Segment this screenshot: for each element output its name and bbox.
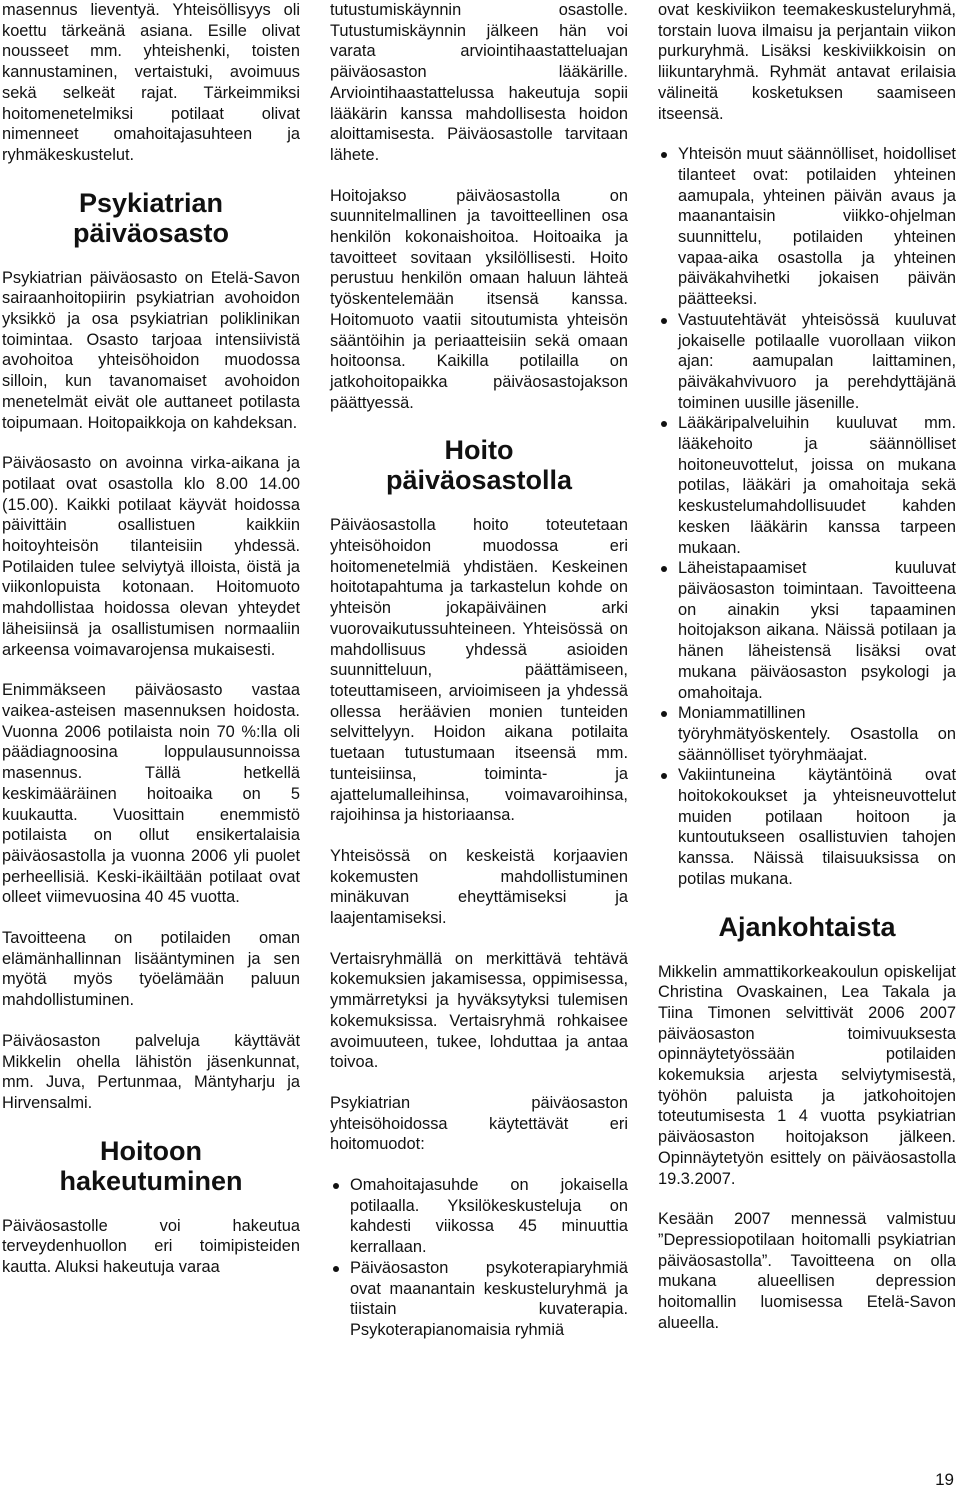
list-item: Vakiintuneina käytäntöinä ovat hoitokokoukset ja yhteisneuvottelut muiden potilaan hoitoon ja kuntoutukseen osallistuvien tahojen kanssa. Näissä tilaisuuksissa on potilas mukana.: [658, 765, 956, 889]
paragraph: Psykiatrian päiväosaston yhteisöhoidossa käytettävät eri hoitomuodot:: [330, 1093, 628, 1154]
list-item: Lääkäripalveluihin kuuluvat mm. lääkehoito ja säännölliset hoitoneuvottelut, joissa on mukana potilas, lääkäri ja omahoitaja sekä keskustelumahdollisuudet kahden kesken lääkärin kanssa tarpeen mukaan.: [658, 413, 956, 558]
paragraph: ovat keskiviikon teemakeskusteluryhmä, torstain luova ilmaisu ja perjantain viikon purkuryhmä. Lisäksi keskiviikkoisin on liikuntaryhmä. Ryhmät antavat erilaisia välineitä kosketuksen saamiseen itseensä.: [658, 1, 956, 123]
paragraph: Päiväosastolle voi hakeutua terveydenhuollon eri toimipisteiden kautta. Aluksi hakeutuja varaa: [2, 1216, 300, 1277]
paragraph: Päiväosastolla hoito toteutetaan yhteisöhoidon muodossa eri hoitomenetelmiä yhdistäen. Keskeinen hoitotapahtuma ja tarkastelun kohde on yhteisön jokapäiväinen arki vuorovaikutussuhteineen. Yhteisössä on mahdollisuus yhdessä asioiden suunnitteluun, päättämiseen, toteuttamiseen, arvioimiseen ja yhdessä ollessa heräävien monien tunteiden selvittelyyn. Hoidon aikana potilaita tuetaan tutustumaan itseensä mm. tunteisiinsa, toiminta- ja ajattelumalleihinsa, voimavaroihinsa, rajoihinsa ja historiaansa.: [330, 516, 628, 825]
text-column-1: [2, 0, 300, 1298]
page-number: 19: [935, 1470, 954, 1489]
list-item: Yhteisön muut säännölliset, hoidolliset tilanteet ovat: potilaiden yhteinen aamupala, yhteinen päivän avaus ja maanantaisin viikko-ohjelman suunnittelu, potilaiden yhteinen vapaa-aika osastolla ja yhteinen päiväkahvihetki jokaisen päivän päätteeksi.: [658, 144, 956, 310]
paragraph: Tavoitteena on potilaiden oman elämänhallinnan lisääntyminen ja sen myötä myös työelämään paluun mahdollistuminen.: [2, 929, 300, 1010]
paragraph: Päiväosasto on avoinna virka-aikana ja potilaat ovat osastolla klo 8.00 14.00 (15.00). Kaikki potilaat käyvät hoidossa päivittäin osallistuen kaikkiin hoitoyhteisön tilanteisiin yhdessä. Potilaiden tulee selviytyä illoista, öistä ja viikonlopuista kotonaan. Hoitomuoto mahdollistaa hoidossa olevan yhteydet läheisiinsä ja osallistumisen normaaliin arkeensa voimavarojensa mukaisesti.: [2, 454, 300, 659]
bullet-list: [330, 1175, 628, 1341]
paragraph: Vertaisryhmällä on merkittävä tehtävä kokemuksien jakamisessa, oppimisessa, ymmärretyksi ja hyväksytyksi tulemisen kokemuksissa. Vertaisryhmä rohkaisee avoimuuteen, tukee, lohduttaa ja antaa toivoa.: [330, 949, 628, 1072]
list-item: Vastuutehtävät yhteisössä kuuluvat jokaiselle potilaalle vuorollaan viikon ajan: aamupalan laittaminen, päiväkahvivuoro ja perehdyttäjänä toiminen uusille jäsenille.: [658, 310, 956, 414]
section-heading-psykiatrian-paivaosasto: [2, 188, 300, 248]
text-column-2: [330, 0, 628, 1361]
heading-line: päiväosastolla: [385, 465, 573, 496]
paragraph: tutustumiskäynnin osastolle. Tutustumiskäynnin jälkeen hän voi varata arviointihaastatteluajan päiväosaston lääkärille. Arviointihaastattelussa hakeutuja sopii lääkärin kanssa mahdollisesta hoidon aloittamisesta. Päiväosastolle tarvitaan lähete.: [330, 1, 628, 164]
paragraph: Kesään 2007 mennessä valmistuu ”Depressiopotilaan hoitomalli psykiatrian päiväosastolla”. Tavoitteena on olla mukana alueellisen depression hoitomallin luomisessa Etelä-Savon alueella.: [658, 1210, 956, 1332]
paragraph: Mikkelin ammattikorkeakoulun opiskelijat Christina Ovaskainen, Lea Takala ja Tiina Timonen selvittivät 2006 2007 päiväosaston toimivuuksesta opinnäytetyössään potilaiden kokemuksia arjesta selviytymisestä, työhön paluista ja jatkohoitojen toteutumisesta 1 4 vuotta psykiatrian päiväosaston hoitojakson jälkeen. Opinnäytetyön esittely on päiväosastolla 19.3.2007.: [658, 962, 956, 1188]
paragraph: Psykiatrian päiväosasto on Etelä-Savon sairaanhoitopiirin psykiatrian avohoidon yksikkö ja osa psykiatrian poliklinikan toimintaa. Osasto tarjoaa intensiivistä avohoitoa yhteisöhoidon muodossa silloin, kun tavanomaiset avohoidon menetelmät eivät ole auttaneet potilasta toipumaan. Hoitopaikkoja on kahdeksan.: [2, 268, 300, 432]
text-column-3: [658, 0, 956, 1353]
paragraph: Yhteisössä on keskeistä korjaavien kokemusten mahdollistuminen minäkuvan eheyttämiseksi ja laajentamiseksi.: [330, 846, 628, 928]
section-heading-hoitoon-hakeutuminen: [2, 1136, 300, 1196]
paragraph: masennus lieventyä. Yhteisöllisyys oli koettu tärkeänä asiana. Esille olivat nousseet mm. yhteishenki, toisten kannustaminen, vertaistuki, avoimuus sekä selkeät rajat. Tärkeimmiksi hoitomenetelmiksi potilaat olivat nimenneet omahoitajasuhteen ja ryhmäkeskustelut.: [2, 1, 300, 164]
heading-line: hakeutuminen: [59, 1165, 243, 1196]
heading-line: Hoito: [444, 435, 514, 466]
paragraph: Hoitojakso päiväosastolla on suunnitelmallinen ja tavoitteellinen osa henkilön kokonaishoitoa. Hoitoaika ja tavoitteet sovitaan yksilöllisesti. Hoito perustuu henkilön omaan haluun lähteä työskentelemään itsensä kanssa. Hoitomuoto vaatii sitoutumista yhteisön sääntöihin ja periaatteisiin sekä omaan hoitoonsa. Kaikilla potilailla on jatkohoitopaikka päiväosastojakson päättyessä.: [330, 186, 628, 412]
list-item: Moniammatillinen työryhmätyöskentely. Osastolla on säännölliset työryhmäajat.: [658, 703, 956, 765]
list-item: Päiväosaston psykoterapiaryhmiä ovat maanantain keskusteluryhmä ja tiistain kuvaterapia. Psykoterapianomaisia ryhmiä: [330, 1258, 628, 1341]
paragraph: Päiväosaston palveluja käyttävät Mikkelin ohella lähistön jäsenkunnat, mm. Juva, Pertunmaa, Mäntyharju ja Hirvensalmi.: [2, 1031, 300, 1112]
section-heading-ajankohtaista: [658, 912, 956, 942]
section-heading-hoito-paivaosastolla: [330, 435, 628, 495]
bullet-list: [658, 144, 956, 889]
list-item: Omahoitajasuhde on jokaisella potilaalla. Yksilökeskusteluja on kahdesti viikossa 45 minuuttia kerrallaan.: [330, 1175, 628, 1258]
paragraph: Enimmäkseen päiväosasto vastaa vaikea-asteisen masennuksen hoidosta. Vuonna 2006 potilaista noin 70 %:lla oli päädiagnoosina loppulausunnoissa masennus. Tällä hetkellä keskimääräinen hoitoaika on 5 kuukautta. Vuosittain enemmistö potilaista on ollut ensikertalaisia päiväosastolla ja vuonna 2006 yli puolet perheellisiä. Keski-ikäiltään potilaat ovat olleet viimevuosina 40 45 vuotta.: [2, 681, 300, 907]
heading-line: Hoitoon: [100, 1135, 202, 1166]
heading-line: Ajankohtaista: [718, 911, 896, 942]
heading-line: päiväosasto: [72, 217, 230, 248]
heading-line: Psykiatrian: [78, 187, 224, 218]
list-item: Läheistapaamiset kuuluvat päiväosaston toimintaan. Tavoitteena on ainakin yksi tapaaminen hoitojakson aikana. Näissä potilaan ja hänen läheistensä lisäksi ovat mukana päiväosaston psykologi ja omahoitaja.: [658, 558, 956, 703]
